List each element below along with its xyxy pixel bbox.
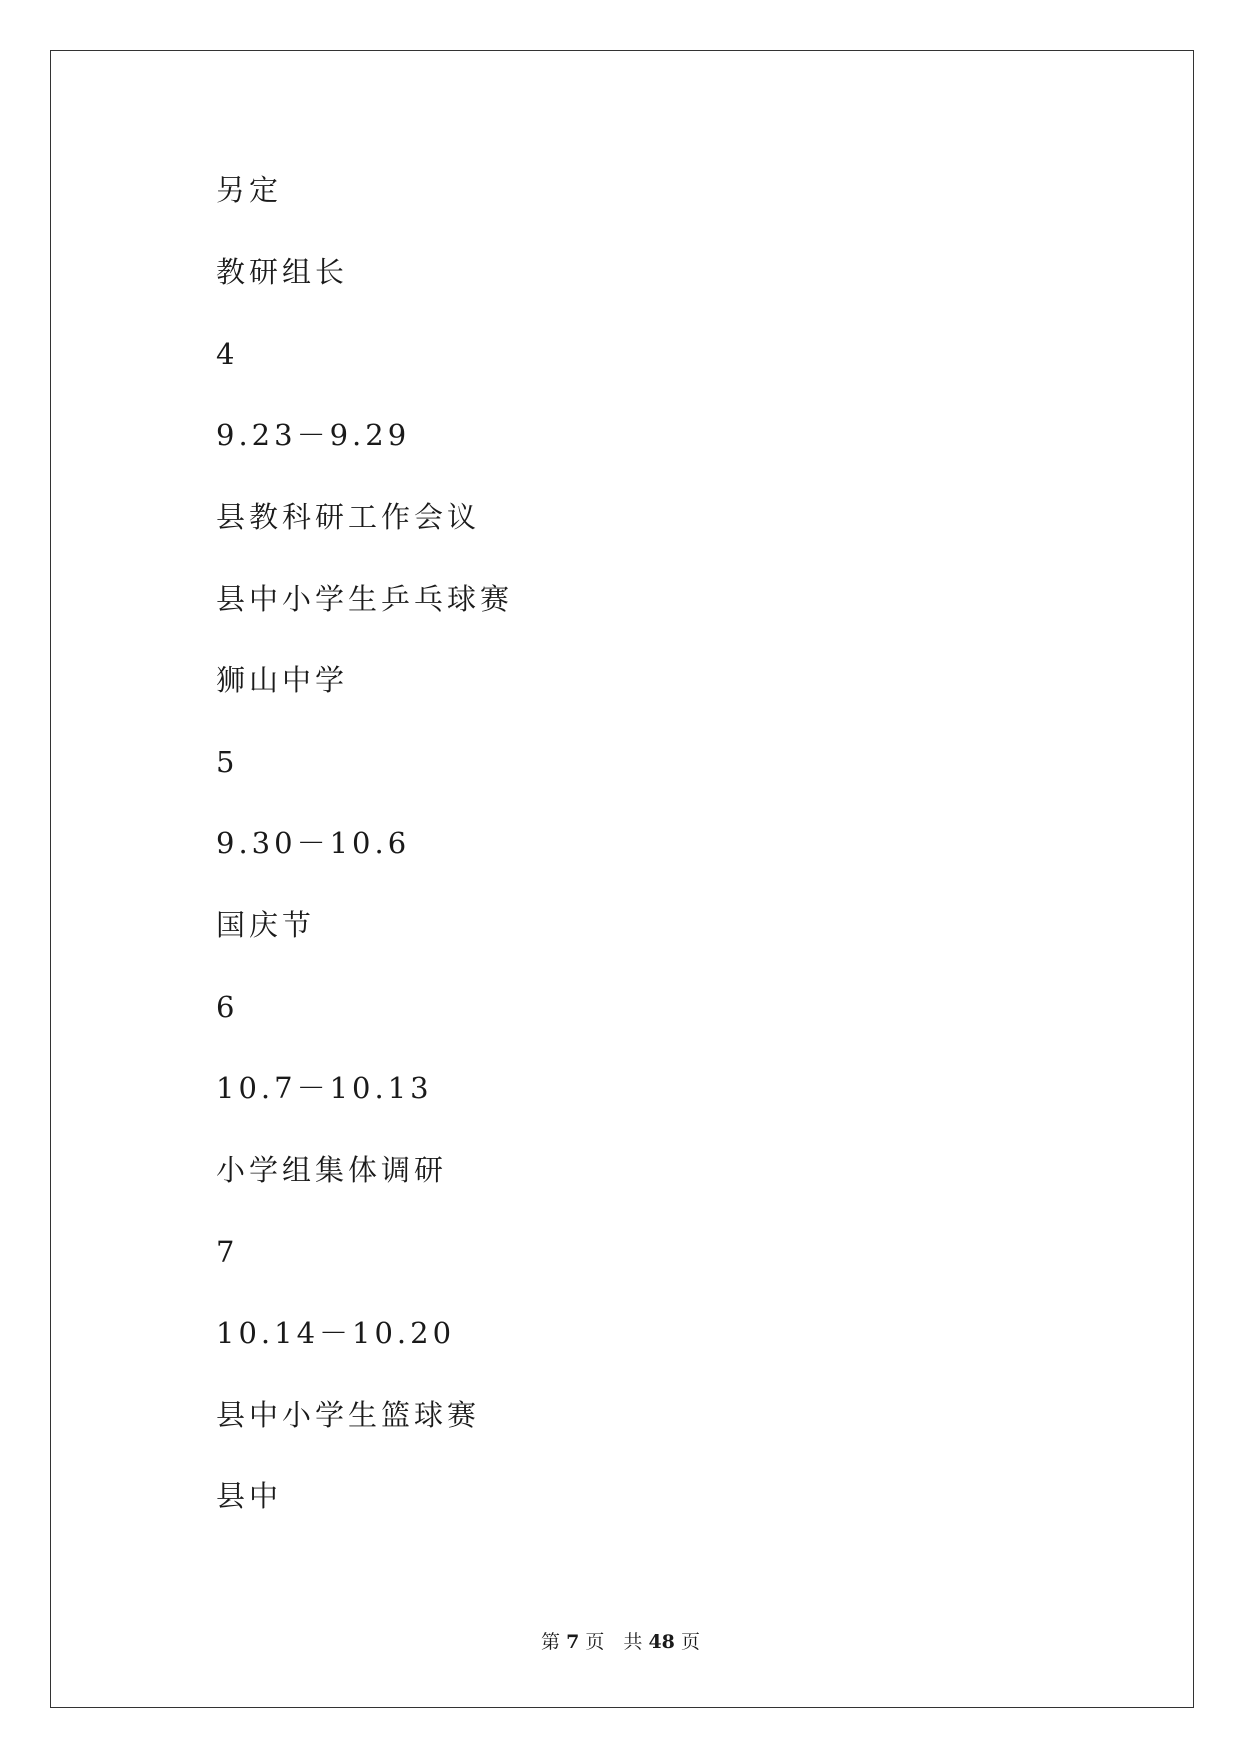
text-line: 另定 <box>216 173 283 207</box>
text-line: 县教科研工作会议 <box>216 500 481 534</box>
page-footer <box>0 1630 1241 1654</box>
footer-middle: 页 共 <box>585 1631 643 1653</box>
text-line: 9.30－10.6 <box>216 826 411 860</box>
text-line: 7 <box>216 1235 239 1269</box>
footer-prefix: 第 <box>541 1631 561 1653</box>
text-line: 10.7－10.13 <box>216 1071 433 1105</box>
text-line: 9.23－9.29 <box>216 418 411 452</box>
page-border <box>50 50 1194 1708</box>
text-line: 4 <box>216 337 239 371</box>
text-line: 小学组集体调研 <box>216 1153 448 1187</box>
text-line: 6 <box>216 990 239 1024</box>
text-line: 县中小学生乒乓球赛 <box>216 582 514 616</box>
text-line: 县中 <box>216 1479 283 1513</box>
text-line: 10.14－10.20 <box>216 1316 456 1350</box>
total-page-count: 48 <box>648 1631 675 1653</box>
footer-suffix: 页 <box>680 1631 700 1653</box>
text-line: 国庆节 <box>216 908 316 942</box>
text-line: 5 <box>216 745 239 779</box>
text-line: 教研组长 <box>216 255 349 289</box>
text-line: 狮山中学 <box>216 663 349 697</box>
text-line: 县中小学生篮球赛 <box>216 1398 481 1432</box>
current-page-number: 7 <box>566 1631 580 1653</box>
